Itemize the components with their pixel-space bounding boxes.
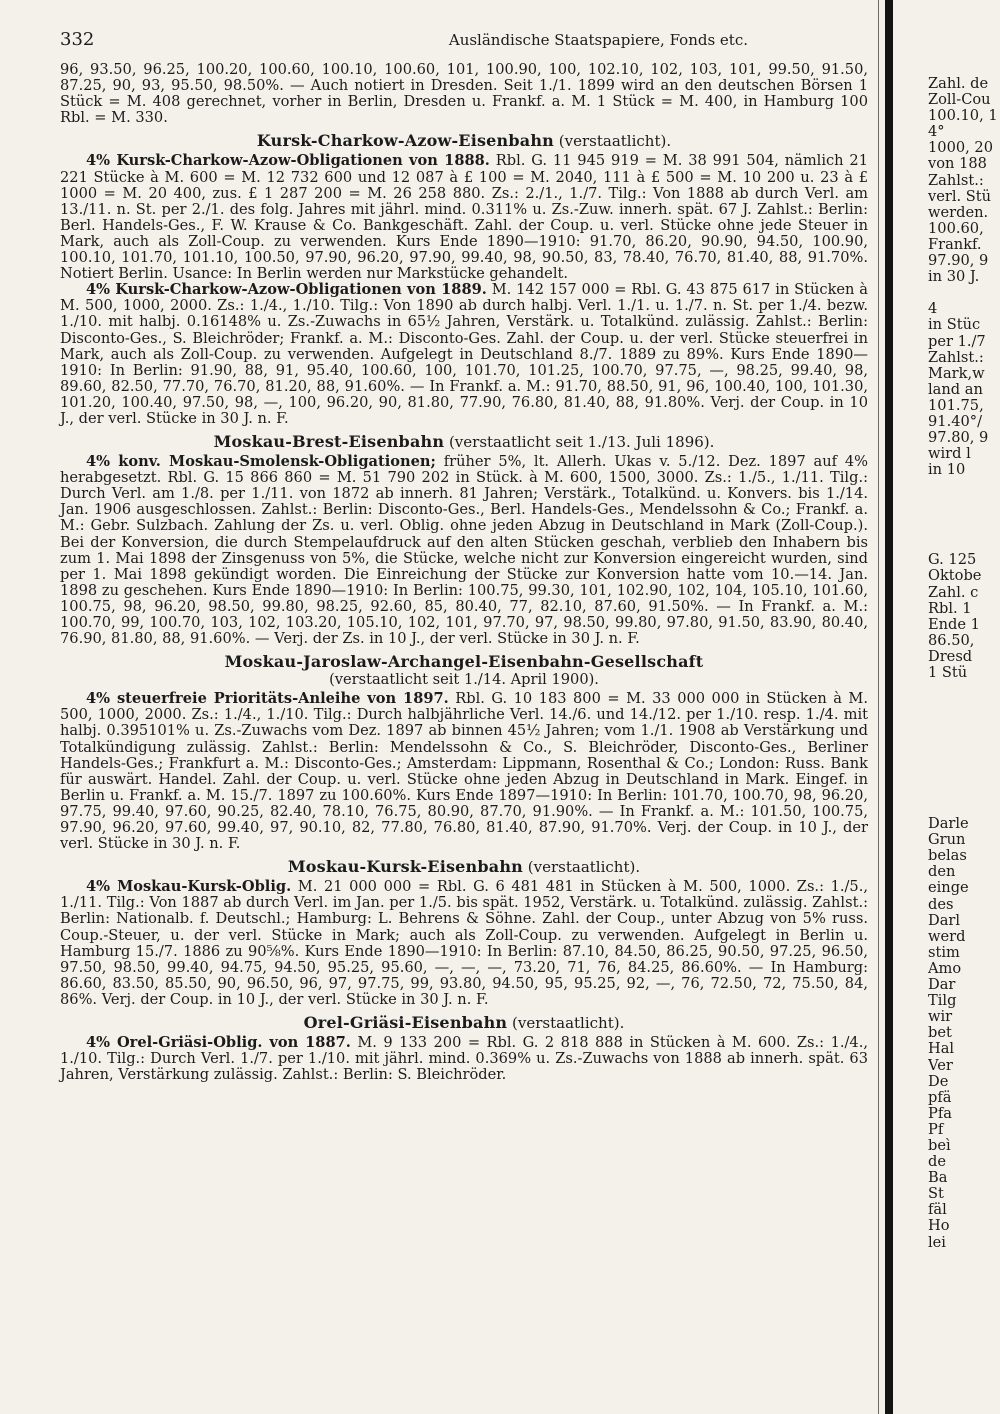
adjacent-text-line: den [928,863,956,881]
bond-entry [60,454,868,647]
adjacent-text-line: 1 Stü [928,664,968,681]
adjacent-text-line: Ba [928,1169,948,1187]
adjacent-text-line: Zahl. de [928,76,989,92]
adjacent-text-line: Rbl. 1 [928,599,972,617]
bond-details: Rbl. G. 11 945 919 = M. 38 991 504, nämlich 21 221 Stücke à M. 600 = M. 12 732 600 und 12 087 à £ 100 = M. 2040, 111 à £ 500 = M. 10 200 u. 23 à £ 1000 = M. 20 400, zus. £ 1 287 200 = M. 26 258 880. Zs.: 2./1., 1./7. Tilg.: Von 1888 ab durch Verl. am 13./11. n. St. per 2./1. des folg. Jahres mit jährl. mind. 0.311% u. Zs.-Zuw. innerh. spät. 67 J. Zahlst.: Berlin: Berl. Handels-Ges., F. W. Krause & Co. Bankgeschäft. Zahl. der Coup. u. verl. Stücke ohne jede Steuer in Mark, auch als Zoll-Coup. zu verwenden. Kurs Ende 1890—1910: 91.70, 86.20, 90.90, 94.50, 100.90, 100.10, 101.70, 101.10, 100.50, 97.90, 96.20, 97.90, 99.40, 98, 90.50, 83, 78.40, 76.70, 81.40, 88, 91.70%. Notiert Berlin. Usance: In Berlin werden nur Markstücke gehandelt. [60,152,868,283]
adjacent-text-line: bet [928,1024,952,1042]
adjacent-text-line: Pfa [928,1104,952,1122]
adjacent-text-line: Grun [928,831,966,849]
adjacent-text-line: Pf [928,1120,944,1138]
adjacent-text-line: wird l [928,445,971,463]
adjacent-text-line: 91.40°/ [928,412,982,430]
section-note: (verstaatlicht seit 1./13. Juli 1896). [444,433,715,452]
adjacent-text-line: Zoll-Cou [928,91,991,109]
adjacent-text-line: Zahlst.: [928,348,984,366]
adjacent-text-line: 97.90, 9 [928,252,989,270]
adjacent-text-line: de [928,1153,946,1171]
adjacent-text-line: verl. Stü [928,187,992,205]
bond-title: 4% Orel-Griäsi-Oblig. von 1887. [86,1033,351,1051]
intro-paragraph: 96, 93.50, 96.25, 100.20, 100.60, 100.10, 100.60, 101, 100.90, 100, 102.10, 102, 103, 101, 99.50, 91.50, 87.25, 90, 93, 95.50, 98.50%. — Auch notiert in Dresden. Seit 1./1. 1899 wird an den deutschen Börsen 1 Stück = M. 408 gerechnet, vorher in Berlin, Dresden u. Frankf. a. M. 1 Stück = M. 400, in Hamburg 100 Rbl. = M. 330. [60,61,868,127]
adjacent-text-line: Ver [928,1056,953,1074]
adjacent-text-line: Ende 1 [928,615,980,633]
adjacent-text-line: pfä [928,1088,952,1106]
section-note: (verstaatlicht). [523,858,641,877]
adjacent-text-line: 1000, 20 [928,139,993,157]
adjacent-text-line: Frankf. [928,235,982,253]
bond-title: 4% steuerfreie Prioritäts-Anleihe von 1897. [86,690,449,708]
adjacent-text-line: in 30 J. [928,268,980,286]
adjacent-text-line: Darl [928,911,961,929]
adjacent-text-line: 4 [928,300,938,318]
bond-details: früher 5%, lt. Allerh. Ukas v. 5./12. Dez. 1897 auf 4% herabgesetzt. Rbl. G. 15 866 860 = M. 51 790 202 in Stück. à M. 600, 1500, 3000. Zs.: 1./5., 1./11. Tilg.: Durch Verl. am 1./8. per 1./11. von 1872 ab innerh. 81 Jahren; Verstärk., Totalkünd. u. Konvers. bis 1./14. Jan. 1906 ausgeschlossen. Zahlst.: Berlin: Disconto-Ges., Berl. Handels-Ges., Mendelssohn & Co.; Frankf. a. M.: Gebr. Sulzbach. Zahlung der Zs. u. verl. Oblig. ohne jeden Abzug in Deutschland in Mark (Zoll-Coup.). Bei der Konversion, die durch Stempelaufdruck auf den alten Stücken geschah, verblieb den Inhabern bis zum 1. Mai 1898 der Zinsgenuss von 5%, die Stücke, welche nicht zur Konversion eingereicht wurden, sind per 1. Mai 1898 gekündigt worden. Die Einreichung der Stücke zur Konversion hatte vom 10.—14. Jan. 1898 zu geschehen. Kurs Ende 1890—1910: In Berlin: 100.75, 99.30, 101, 102.90, 102, 104, 105.10, 101.60, 100.75, 98, 96.20, 98.50, 99.80, 98.25, 92.60, 85, 80.40, 77, 82.10, 87.60, 91.50%. — In Frankf. a. M.: 100.70, 99, 100.70, 103, 102, 103.20, 105.10, 102, 101, 97.70, 97, 98.50, 99.80, 97.80, 91.50, 83.90, 80.40, 76.90, 81.80, 88, 91.60%. — Verj. der Zs. in 10 J., der verl. Stücke in 30 J. n. F. [60,453,869,648]
section-title: Moskau-Brest-Eisenbahn [213,432,445,452]
bond-details: Rbl. G. 10 183 800 = M. 33 000 000 in Stücken à M. 500, 1000, 2000. Zs.: 1./4., 1./10. Tilg.: Durch halbjährliche Verl. 14./6. und 14./12. per 1./10. resp. 1./4. mit halbj. 0.395101% u. Zs.-Zuwachs vom Dez. 1897 ab binnen 45½ Jahren; vom 1./1. 1908 ab Verstärkung und Totalkündigung zulässig. Zahlst.: Berlin: Mendelssohn & Co., S. Bleichröder, Disconto-Ges., Berliner Handels-Ges.; Frankfurt a. M.: Disconto-Ges.; Amsterdam: Lippmann, Rosenthal & Co.; London: Russ. Bank für auswärt. Handel. Zahl. der Coup. u. verl. Stücke ohne jeden Abzug in Deutschland in Mark. Eingef. in Berlin u. Frankf. a. M. 15./7. 1897 zu 100.60%. Kurs Ende 1897—1910: In Berlin: 101.70, 100.70, 98, 96.20, 97.75, 99.40, 97.60, 90.25, 82.40, 78.10, 76.75, 80.90, 87.70, 91.90%. — In Frankf. a. M.: 101.50, 100.75, 97.90, 96.20, 97.60, 99.40, 97, 90.10, 82, 77.80, 76.80, 81.40, 87.90, 91.70%. Verj. der Coup. in 10 J., der verl. Stücke in 30 J. n. F. [60,690,869,853]
adjacent-text-line: Darle [928,815,969,833]
adjacent-text-line: 100.60, [928,219,984,237]
column-rule-thin [878,0,879,1414]
adjacent-text-line: 101.75, [928,396,984,414]
section-title: Kursk-Charkow-Azow-Eisenbahn [256,131,555,151]
section-note: (verstaatlicht). [507,1013,625,1032]
section-heading [60,433,868,451]
adjacent-text-line: Zahl. c [928,583,979,601]
bond-entry [60,153,868,282]
bond-title: 4% konv. Moskau-Smolensk-Obligationen; [86,453,436,471]
bond-title: 4% Kursk-Charkow-Azow-Obligationen von 1888. [86,152,490,170]
adjacent-text-line: in 10 [928,461,966,479]
adjacent-text-line: Dresd [928,647,973,665]
adjacent-page-column [928,76,1000,1251]
adjacent-text-line: land an [928,380,983,398]
adjacent-text-line: Amo [928,959,962,977]
adjacent-text-line: 4° [928,123,945,141]
section-note: (verstaatlicht). [554,132,672,151]
adjacent-text-line: einge [928,879,969,897]
section-heading [60,653,868,671]
section-heading [60,1014,868,1032]
adjacent-text-line: wir [928,1008,953,1026]
bond-details: M. 9 133 200 = Rbl. G. 2 818 888 in Stücken à M. 600. Zs.: 1./4., 1./10. Tilg.: Durch Verl. 1./7. per 1./10. mit jährl. mind. 0.369% u. Zs.-Zuwachs von 1888 ab innerh. spät. 63 Jahren, Verstärkung zulässig. Zahlst.: Berlin: S. Bleichröder. [60,1033,868,1084]
adjacent-text-line: von 188 [928,155,987,173]
adjacent-text-line: St [928,1185,944,1203]
page-number: 332 [60,29,95,50]
adjacent-text-line: lei [928,1233,946,1251]
bond-entry [60,879,868,1008]
adjacent-text-line: werd [928,927,966,945]
bond-entry [60,282,868,427]
adjacent-text-line: fäl [928,1201,947,1219]
bond-entry [60,1035,868,1083]
main-column [60,29,869,1084]
adjacent-text-line: des [928,895,954,913]
adjacent-text-line: Zahlst.: [928,171,984,189]
section-subnote: (verstaatlicht seit 1./14. April 1900). [329,671,599,689]
bond-details: M. 142 157 000 = Rbl. G. 43 875 617 in Stücken à M. 500, 1000, 2000. Zs.: 1./4., 1./10. Tilg.: Von 1890 ab durch halbj. Verl. 1./1. u. 1./7. n. St. per 1./4. bezw. 1./10. mit halbj. 0.16148% u. Zs.-Zuwachs in 65½ Jahren, Verstärk. u. Totalkünd. zulässig. Zahlst.: Berlin: Disconto-Ges., S. Bleichröder; Frankf. a. M.: Disconto-Ges. Zahl. der Coup. u. der verl. Stücke steuerfrei in Mark, auch als Zoll-Coup. zu verwenden. Aufgelegt in Deutschland 8./7. 1889 zu 89%. Kurs Ende 1890—1910: In Berlin: 91.90, 88, 91, 95.40, 100.60, 100, 101.70, 101.25, 100.70, 97.75, —, 98.25, 99.40, 98, 89.60, 82.50, 77.70, 76.70, 81.20, 88, 91.60%. — In Frankf. a. M.: 91.70, 88.50, 91, 96, 100.40, 100, 101.30, 101.20, 100.40, 97.50, 98, —, 100, 96.20, 90, 81.80, 77.90, 76.80, 81.40, 88, 91.80%. Verj. der Coup. in 10 J., der verl. Stücke in 30 J. n. F. [60,281,868,427]
running-title: Ausländische Staatspapiere, Fonds etc. [448,31,748,49]
sections-container [60,132,868,1083]
bond-entry [60,691,868,852]
adjacent-text-line: Hal [928,1040,955,1058]
adjacent-text-line: 100.10, 1 [928,107,998,125]
column-rule [885,0,893,1414]
section-heading [60,132,868,150]
bond-title: 4% Moskau-Kursk-Oblig. [86,878,292,896]
section-title: Moskau-Jaroslaw-Archangel-Eisenbahn-Gesellschaft [224,652,704,672]
page-header [60,29,868,50]
adjacent-text-line: Dar [928,976,956,994]
section-title: Moskau-Kursk-Eisenbahn [287,857,524,877]
adjacent-text-line: Tilg [928,992,957,1010]
adjacent-text-line: 86.50, [928,631,975,649]
adjacent-text-line: in Stüc [928,316,981,334]
section-heading [60,858,868,876]
adjacent-text-line: per 1./7 [928,332,986,350]
bond-title: 4% Kursk-Charkow-Azow-Obligationen von 1889. [86,281,487,299]
adjacent-text-line: 97.80, 9 [928,429,989,447]
adjacent-text-line: Oktobe [928,567,982,585]
adjacent-text-line: De [928,1072,949,1090]
adjacent-text-line: Mark,w [928,364,985,382]
adjacent-text-line: G. 125 [928,551,977,569]
section-title: Orel-Griäsi-Eisenbahn [303,1012,508,1032]
adjacent-text-line: werden. [928,203,989,221]
adjacent-text-line: Ho [928,1217,950,1235]
bond-details: M. 21 000 000 = Rbl. G. 6 481 481 in Stücken à M. 500, 1000. Zs.: 1./5., 1./11. Tilg.: Von 1887 ab durch Verl. im Jan. per 1./5. bis spät. 1952, Verstärk. u. Totalkünd. zulässig. Zahlst.: Berlin: Nationalb. f. Deutschl.; Hamburg: L. Behrens & Söhne. Zahl. der Coup., unter Abzug von 5% russ. Coup.-Steuer, u. der verl. Stücke in Mark; auch als Zoll-Coup. zu verwenden. Aufgelegt in Berlin u. Hamburg 15./7. 1886 zu 90⅝%. Kurs Ende 1890—1910: In Berlin: 87.10, 84.50, 86.25, 90.50, 97.25, 96.50, 97.50, 98.50, 99.40, 94.75, 94.50, 95.25, 95.60, —, —, —, 73.20, 71, 76, 84.25, 86.60%. — In Hamburg: 86.60, 83.50, 85.50, 90, 96.50, 96, 97, 97.75, 99, 93.80, 94.50, 95, 95.25, 92, —, 76, 72.50, 72, 75.50, 84, 86%. Verj. der Coup. in 10 J., der verl. Stücke in 30 J. n. F. [60,878,868,1008]
adjacent-text-line: belas [928,847,967,865]
adjacent-text-line: beì [928,1136,951,1154]
adjacent-text-line: stim [928,943,960,961]
